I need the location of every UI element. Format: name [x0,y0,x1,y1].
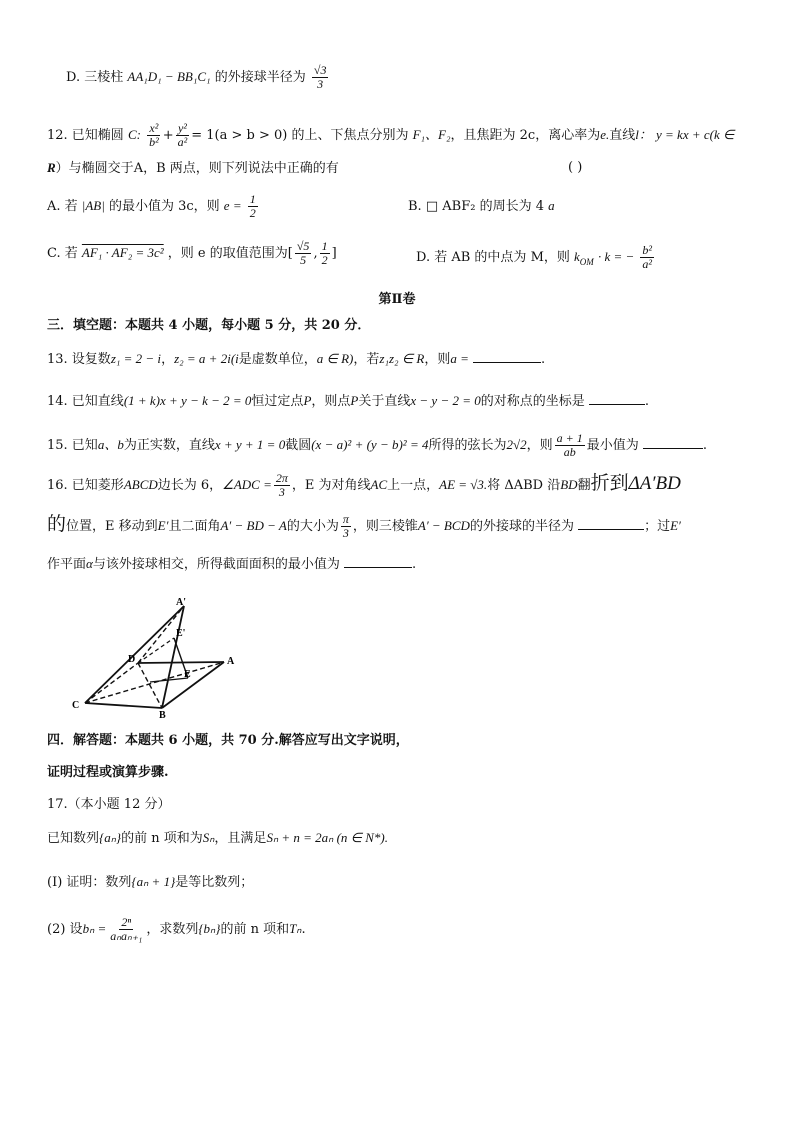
q16-line2: 的位置，E 移动到E′且二面角A′ − BD − A的大小为 $\frac{\pi}{3}$ ，则三棱锥A′ − BCD的外接球的半径为 ；过E′ [47,512,681,541]
q17-part-1: (Ⅰ) 证明：数列{aₙ + 1}是等比数列； [47,874,254,890]
label-e-prime: E' [176,628,186,639]
q12-option-c: C. 若 AF₁ · AF₂ = 3c² ，则 e 的取值范围为[ $\frac{√5}{5}$ , $\frac{1}{2}$ ] [47,239,337,268]
section-4-heading-line2: 证明过程或演算步骤. [47,765,169,780]
section-4-heading-line1: 四．解答题：本题共 6 小题，共 70 分.解答应写出文字说明， [47,733,409,748]
label-c: C [72,700,80,711]
q15-answer-blank[interactable] [643,436,703,449]
label-b: B [159,710,166,721]
q16-pyramid-figure [64,596,244,721]
q16-line3: 作平面α与该外接球相交，所得截面面积的最小值为 . [47,556,417,572]
q11-radius-fraction: $\frac{√3}{3}$ [313,63,327,92]
q16-line1: 16. 已知菱形ABCD边长为 6，∠ADC = $\frac{2\pi}{3}$ ，E 为对角线AC上一点，AE = √3.将 ΔABD 沿BD翻折到ΔA′BD [47,471,681,500]
q13: 13. 设复数z₁ = 2 − i，z₂ = a + 2i(i是虚数单位，a ∈ R)，若z₁z₂ ∈ R，则a = . [47,351,546,367]
label-d: D [128,654,136,665]
q12-answer-paren: ( ) [568,160,583,175]
section-3-heading: 三．填空题：本题共 4 小题，每小题 5 分，共 20 分． [47,318,371,333]
q12-option-a: A. 若 |AB| 的最小值为 3c，则 e = $\frac{1}{2}$ [47,192,256,221]
q16-radius-blank[interactable] [578,517,644,530]
q12-option-d: D. 若 AB 的中点为 M，则 $k_{OM} \cdot k$ = − $\frac{\text{b²}}{\text{a²}}$ [416,243,653,272]
q12-stem-line2: R）与椭圆交于A，B 两点，则下列说法中正确的有 [47,160,339,176]
q13-answer-blank[interactable] [473,350,541,363]
q12-option-b: B. □ ABF₂ 的周长为 4 a [408,198,555,214]
q11-prism-name: AA₁D₁ − BB₁C₁ [127,69,211,85]
q17-title: 17.（本小题 12 分） [47,797,171,812]
section-2-title: 第Ⅱ卷 [378,292,416,307]
q11-option-d: D. 三棱柱 AA₁D₁ − BB₁C₁ 的外接球半径为 $\frac{√3}{3}$ [66,63,327,92]
q17-stem: 已知数列{aₙ}的前 n 项和为Sₙ，且满足Sₙ + n = 2aₙ (n ∈ N*). [47,830,388,846]
q14: 14. 已知直线(1 + k)x + y − k − 2 = 0恒过定点P，则点P关于直线x − y − 2 = 0的对称点的坐标是 . [47,393,650,409]
q12-stem-line1: 12. 已知椭圆 C: $\frac{\text{x²}}{\text{b²}}$ + $\frac{\text{y²}}{\text{a²}}$ = 1(a > b > 0) 的上、下焦点分别为 F₁、F₂，且焦距为 2c，离心率为e.直线l： y = kx + c(k ∈ [47,121,735,150]
q14-answer-blank[interactable] [589,392,645,405]
q15: 15. 已知a、b为正实数，直线x + y + 1 = 0截圆(x − a)² + (y − b)² = 4所得的弦长为2√2，则 $\frac{a + 1}{ab}$ 最小值为 . [47,431,708,460]
label-a-prime: A' [176,597,186,608]
label-e: E [184,669,191,680]
q16-area-blank[interactable] [344,555,412,568]
label-a: A [227,656,235,667]
q17-part-2: (2) 设bₙ = $\frac{\text{2ⁿ}}{\text{aₙaₙ₊₁}}$ ，求数列{bₙ}的前 n 项和Tₙ. [47,915,306,944]
